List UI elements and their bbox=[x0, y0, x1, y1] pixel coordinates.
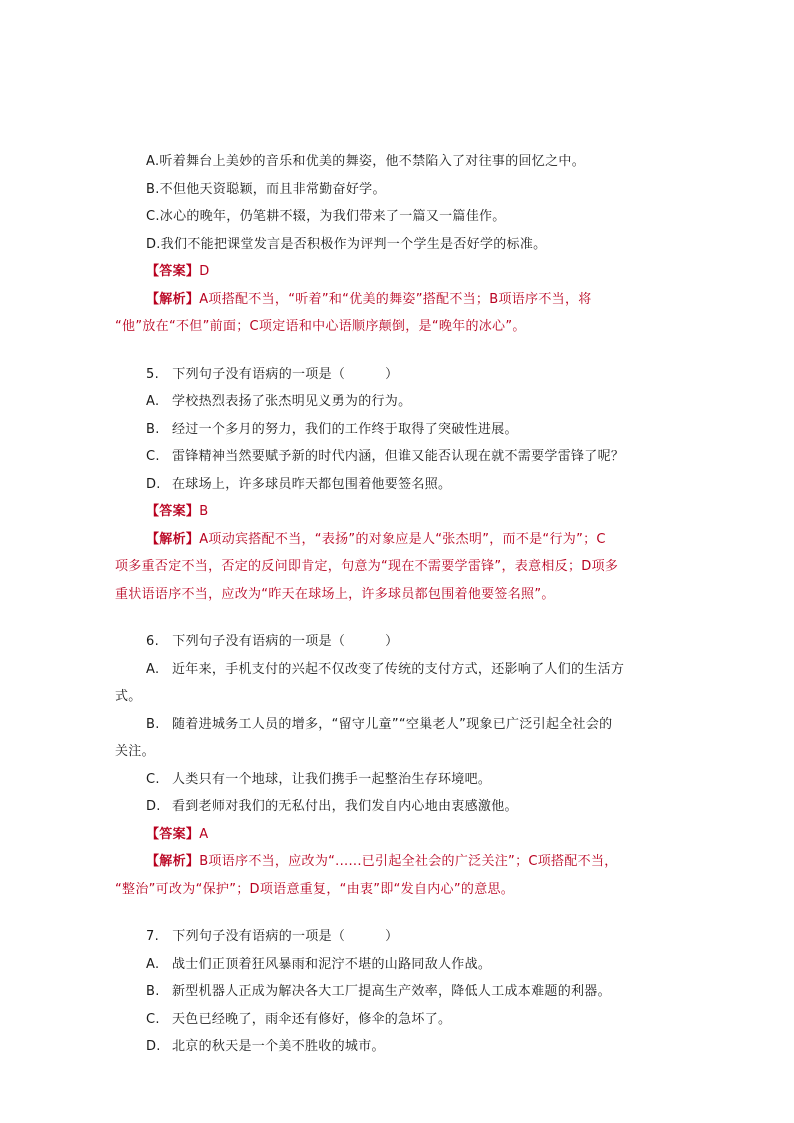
option-text: 北京的秋天是一个美不胜收的城市。 bbox=[172, 1039, 385, 1054]
option-a: A.听着舞台上美妙的音乐和优美的舞姿，他不禁陷入了对往事的回忆之中。 bbox=[146, 154, 585, 169]
option-label: D. bbox=[146, 1039, 161, 1054]
analysis-text: 项多重否定不当，否定的反问即肯定，句意为“现在不需要学雷锋”，表意相反；D项多 bbox=[115, 559, 619, 574]
question-4-block bbox=[115, 148, 675, 341]
analysis-line-1 bbox=[115, 286, 675, 314]
option-label: B. bbox=[146, 716, 160, 732]
answer-line bbox=[115, 498, 675, 526]
option-b bbox=[115, 416, 675, 444]
option-a-continuation: 式。 bbox=[115, 689, 142, 704]
option-text: 经过一个多月的努力，我们的工作终于取得了突破性进展。 bbox=[172, 421, 518, 437]
answer-value: B bbox=[199, 504, 209, 519]
option-c bbox=[115, 766, 675, 794]
option-label: A. bbox=[146, 661, 160, 677]
option-text: 天色已经晚了，雨伞还有修好，修伞的急坏了。 bbox=[172, 1011, 452, 1027]
analysis-tag: 【解析】 bbox=[146, 291, 200, 307]
analysis-line-2 bbox=[115, 876, 675, 904]
question-6-block bbox=[115, 628, 675, 903]
analysis-line-1 bbox=[115, 526, 675, 554]
answer-tag: 【答案】 bbox=[146, 264, 200, 279]
question-5-block bbox=[115, 361, 675, 609]
analysis-text: A项动宾搭配不当，“表扬”的对象应是人“张杰明”，而不是“行为”；C bbox=[199, 531, 606, 547]
option-text: 雷锋精神当然要赋予新的时代内涵，但谁又能否认现在就不需要学雷锋了呢？ bbox=[172, 449, 625, 464]
option-text: 看到老师对我们的无私付出，我们发自内心地由衷感激他。 bbox=[172, 799, 518, 814]
option-label: B. bbox=[146, 421, 160, 437]
option-c bbox=[115, 1006, 675, 1034]
option-label: D. bbox=[146, 799, 161, 814]
question-stem: 7. 下列句子没有语病的一项是（ ） bbox=[146, 929, 399, 944]
analysis-text: A项搭配不当，“听着”和“优美的舞姿”搭配不当；B项语序不当，将 bbox=[199, 291, 592, 307]
analysis-text: “他”放在“不但”前面；C项定语和中心语顺序颠倒，是“晚年的冰心”。 bbox=[115, 319, 526, 334]
question-stem: 5. 下列句子没有语病的一项是（ ） bbox=[146, 366, 399, 382]
answer-value: D bbox=[199, 264, 210, 279]
option-label: C. bbox=[146, 449, 160, 464]
analysis-text: 重状语语序不当，应改为“昨天在球场上，许多球员都包围着他要签名照”。 bbox=[115, 586, 555, 602]
option-label: D. bbox=[146, 476, 161, 492]
option-a bbox=[115, 388, 675, 416]
option-b-continuation: 关注。 bbox=[115, 744, 155, 759]
option-c: C.冰心的晚年，仍笔耕不辍，为我们带来了一篇又一篇佳作。 bbox=[146, 209, 506, 224]
option-c bbox=[115, 443, 675, 471]
question-stem: 6. 下列句子没有语病的一项是（ ） bbox=[146, 634, 399, 649]
document-content bbox=[115, 148, 675, 1061]
option-text: 人类只有一个地球，让我们携手一起整治生存环境吧。 bbox=[172, 771, 492, 787]
option-b: B.不但他天资聪颖，而且非常勤奋好学。 bbox=[146, 181, 386, 197]
option-d bbox=[115, 1033, 675, 1061]
analysis-text: B项语序不当，应改为“......已引起全社会的广泛关注”；C项搭配不当， bbox=[199, 854, 618, 869]
answer-tag: 【答案】 bbox=[146, 504, 200, 519]
option-label: A. bbox=[146, 956, 160, 972]
option-label: B. bbox=[146, 984, 160, 999]
option-text: 新型机器人正成为解决各大工厂提高生产效率，降低人工成本难题的利器。 bbox=[172, 984, 611, 999]
option-b bbox=[115, 978, 675, 1006]
option-text: 随着进城务工人员的增多，“留守儿童”“空巢老人”现象已广泛引起全社会的 bbox=[172, 716, 613, 732]
option-d bbox=[115, 793, 675, 821]
option-text: 战士们正顶着狂风暴雨和泥泞不堪的山路同敌人作战。 bbox=[172, 956, 492, 972]
answer-line bbox=[115, 821, 675, 849]
analysis-line-2 bbox=[115, 313, 675, 341]
option-label: C. bbox=[146, 1011, 160, 1027]
answer-tag: 【答案】 bbox=[146, 826, 200, 842]
answer-line bbox=[115, 258, 675, 286]
analysis-text: “整治”可改为“保护”；D项语意重复，“由衷”即“发自内心”的意思。 bbox=[115, 881, 515, 897]
analysis-line-3 bbox=[115, 581, 675, 609]
option-text: 在球场上，许多球员昨天都包围着他要签名照。 bbox=[172, 476, 452, 492]
analysis-tag: 【解析】 bbox=[146, 531, 200, 547]
option-label: A. bbox=[146, 394, 160, 409]
analysis-tag: 【解析】 bbox=[146, 854, 200, 869]
question-7-block bbox=[115, 923, 675, 1061]
option-a bbox=[115, 951, 675, 979]
option-text: 近年来，手机支付的兴起不仅改变了传统的支付方式，还影响了人们的生活方 bbox=[172, 661, 625, 677]
option-b bbox=[115, 711, 675, 739]
option-label: C. bbox=[146, 771, 160, 787]
option-d bbox=[115, 471, 675, 499]
option-a bbox=[115, 656, 675, 684]
analysis-line-2 bbox=[115, 553, 675, 581]
option-text: 学校热烈表扬了张杰明见义勇为的行为。 bbox=[172, 394, 412, 409]
answer-value: A bbox=[199, 826, 209, 842]
analysis-line-1 bbox=[115, 848, 675, 876]
option-d: D.我们不能把课堂发言是否积极作为评判一个学生是否好学的标准。 bbox=[146, 236, 547, 252]
